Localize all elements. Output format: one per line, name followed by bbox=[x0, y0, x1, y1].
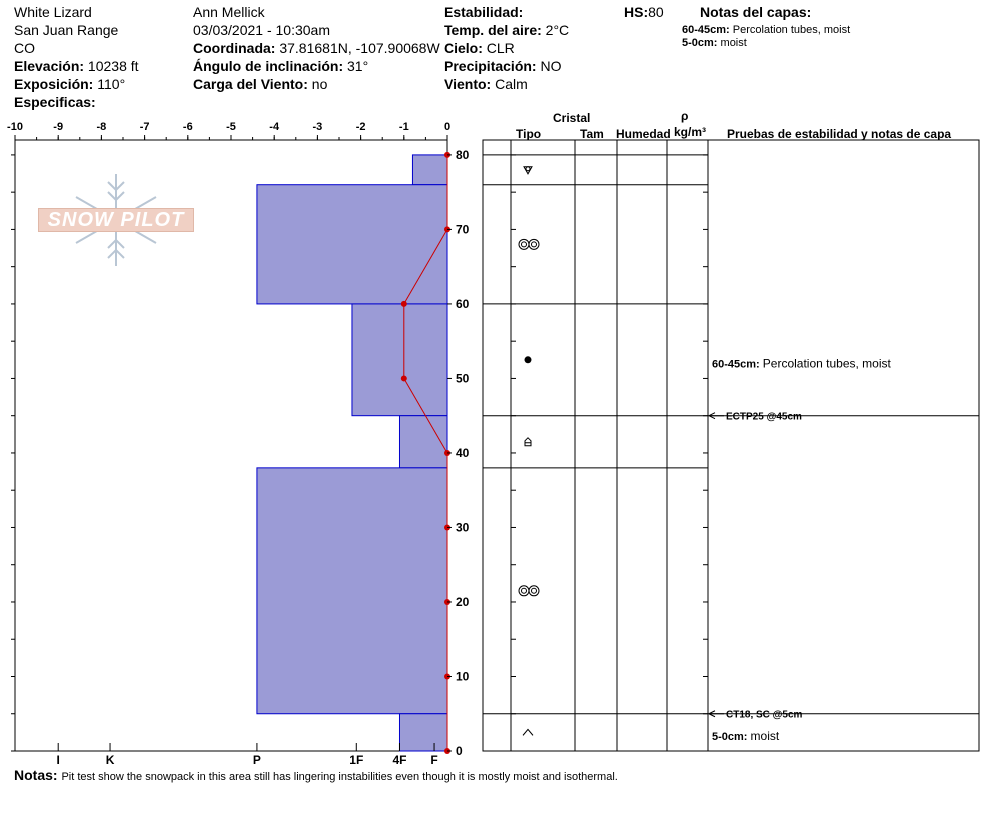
layer-note-text: moist bbox=[720, 37, 747, 49]
hardness-tick-label: I bbox=[56, 753, 60, 767]
height-tick-label: 0 bbox=[456, 744, 463, 758]
melt-ring bbox=[519, 239, 529, 249]
col-type: Tipo bbox=[516, 127, 542, 141]
layer-comment-text: Percolation tubes, moist bbox=[762, 356, 891, 371]
temp-tick-label: -3 bbox=[312, 121, 323, 133]
elevation-label: Elevación: bbox=[14, 58, 85, 74]
layer-comment-range: 5-0cm: bbox=[712, 731, 751, 744]
layer-note-text: Percolation tubes, moist bbox=[732, 24, 851, 36]
test-arrow-icon bbox=[709, 711, 724, 717]
slope-label: Ángulo de inclinación: bbox=[193, 58, 344, 74]
grain-faceted-icon bbox=[525, 438, 531, 446]
temp-tick-label: -4 bbox=[269, 121, 280, 133]
layer-comment bbox=[712, 729, 780, 743]
hardness-bar bbox=[412, 155, 447, 185]
hs-value: 80 bbox=[648, 4, 664, 20]
melt-ring bbox=[532, 588, 537, 593]
layer-comment bbox=[712, 357, 891, 371]
notes-label: Notas: bbox=[14, 767, 58, 783]
location: White Lizard bbox=[14, 4, 92, 20]
wind-load-value: no bbox=[311, 76, 328, 92]
aspect-label: Exposición: bbox=[14, 76, 94, 92]
layer-note-range: 60-45cm: bbox=[682, 24, 730, 36]
range: San Juan Range bbox=[14, 22, 119, 38]
test-arrow-icon bbox=[709, 413, 724, 419]
melt-ring bbox=[522, 242, 527, 247]
stability-label: Estabilidad: bbox=[444, 4, 524, 20]
hs-label: HS: bbox=[624, 4, 649, 20]
grain-melt-forms-icon bbox=[519, 239, 539, 249]
hardness-tick-label: K bbox=[105, 753, 115, 767]
grain-melt-forms-icon bbox=[519, 586, 539, 596]
hardness-tick-label: 1F bbox=[349, 753, 364, 767]
temp-tick-label: -10 bbox=[7, 121, 23, 133]
temp-tick-label: -5 bbox=[226, 121, 236, 133]
temp-tick-label: -9 bbox=[53, 121, 64, 133]
hardness-bar bbox=[399, 416, 447, 468]
melt-ring bbox=[529, 586, 539, 596]
layer-comment-text: moist bbox=[750, 729, 780, 744]
aspect-value: 110° bbox=[97, 76, 126, 92]
col-density-symbol: ρ bbox=[681, 109, 689, 123]
elevation-value: 10238 ft bbox=[87, 58, 139, 74]
height-tick-label: 30 bbox=[456, 520, 470, 535]
hardness-bar bbox=[352, 304, 447, 416]
wet-dot bbox=[525, 356, 532, 363]
layer-comment-range: 60-45cm: bbox=[712, 358, 763, 371]
hardness-bar bbox=[257, 468, 447, 714]
temp-tick-label: -1 bbox=[398, 121, 409, 133]
layer-note-range: 5-0cm: bbox=[682, 37, 718, 49]
height-tick-label: 20 bbox=[456, 594, 470, 609]
coord-value: 37.81681N, -107.90068W bbox=[279, 40, 440, 56]
wind-label: Viento: bbox=[444, 76, 492, 92]
stability-test-label: ECTP25 @45cm bbox=[726, 411, 802, 423]
height-tick-label: 10 bbox=[456, 669, 470, 684]
facet-shape bbox=[525, 438, 531, 446]
col-tests: Pruebas de estabilidad y notas de capa bbox=[727, 127, 952, 141]
datetime: 03/03/2021 - 10:30am bbox=[193, 22, 330, 38]
layer-notes-label: Notas del capas: bbox=[700, 4, 812, 20]
height-tick-label: 70 bbox=[456, 222, 470, 237]
layer-table-frame bbox=[483, 140, 979, 751]
air-temp-value: 2°C bbox=[545, 22, 570, 38]
height-tick-label: 60 bbox=[456, 296, 470, 311]
height-tick-label: 80 bbox=[456, 147, 470, 162]
crust-shape bbox=[523, 729, 533, 735]
wind-value: Calm bbox=[495, 76, 528, 92]
col-size: Tam bbox=[580, 127, 604, 141]
state: CO bbox=[14, 40, 35, 56]
grain-wet-icon bbox=[525, 356, 532, 363]
col-crystal: Cristal bbox=[553, 111, 591, 125]
hardness-bar bbox=[399, 714, 447, 751]
melt-ring bbox=[522, 588, 527, 593]
hardness-bar bbox=[257, 185, 447, 304]
temp-tick-label: -8 bbox=[96, 121, 107, 133]
col-density-unit: kg/m³ bbox=[674, 125, 707, 139]
precip-label: Precipitación: bbox=[444, 58, 537, 74]
grain-rounding-icon bbox=[524, 167, 532, 174]
stability-test-label: CT18, SC @5cm bbox=[726, 709, 803, 721]
wind-load-label: Carga del Viento: bbox=[193, 76, 308, 92]
rounding-core bbox=[526, 167, 530, 171]
temp-tick-label: -7 bbox=[139, 121, 150, 133]
temperature-point bbox=[401, 301, 407, 307]
coord-label: Coordinada: bbox=[193, 40, 276, 56]
temp-tick-label: -6 bbox=[182, 121, 193, 133]
hardness-tick-label: P bbox=[252, 753, 261, 767]
temp-tick-label: 0 bbox=[443, 121, 451, 133]
snowpilot-wordmark: SNOW PILOT bbox=[38, 208, 194, 232]
height-tick-label: 40 bbox=[456, 445, 470, 460]
air-temp-label: Temp. del aire: bbox=[444, 22, 542, 38]
temperature-point bbox=[401, 375, 407, 381]
melt-ring bbox=[532, 242, 537, 247]
melt-ring bbox=[529, 239, 539, 249]
sky-value: CLR bbox=[486, 40, 515, 56]
precip-value: NO bbox=[540, 58, 562, 74]
temp-tick-label: -2 bbox=[355, 121, 366, 133]
hardness-tick-label: F bbox=[430, 753, 438, 767]
specifics-label: Especificas: bbox=[14, 94, 96, 110]
hardness-tick-label: 4F bbox=[392, 753, 407, 767]
height-tick-label: 50 bbox=[456, 371, 470, 386]
col-moisture: Humedad bbox=[616, 127, 671, 141]
observer: Ann Mellick bbox=[193, 4, 265, 20]
notes-text: Pit test show the snowpack in this area still has lingering instabilities even though it is mostly moist and isothermal. bbox=[61, 771, 618, 783]
grain-crust-icon bbox=[523, 729, 533, 735]
sky-label: Cielo: bbox=[444, 40, 483, 56]
melt-ring bbox=[519, 586, 529, 596]
slope-value: 31° bbox=[347, 58, 369, 74]
